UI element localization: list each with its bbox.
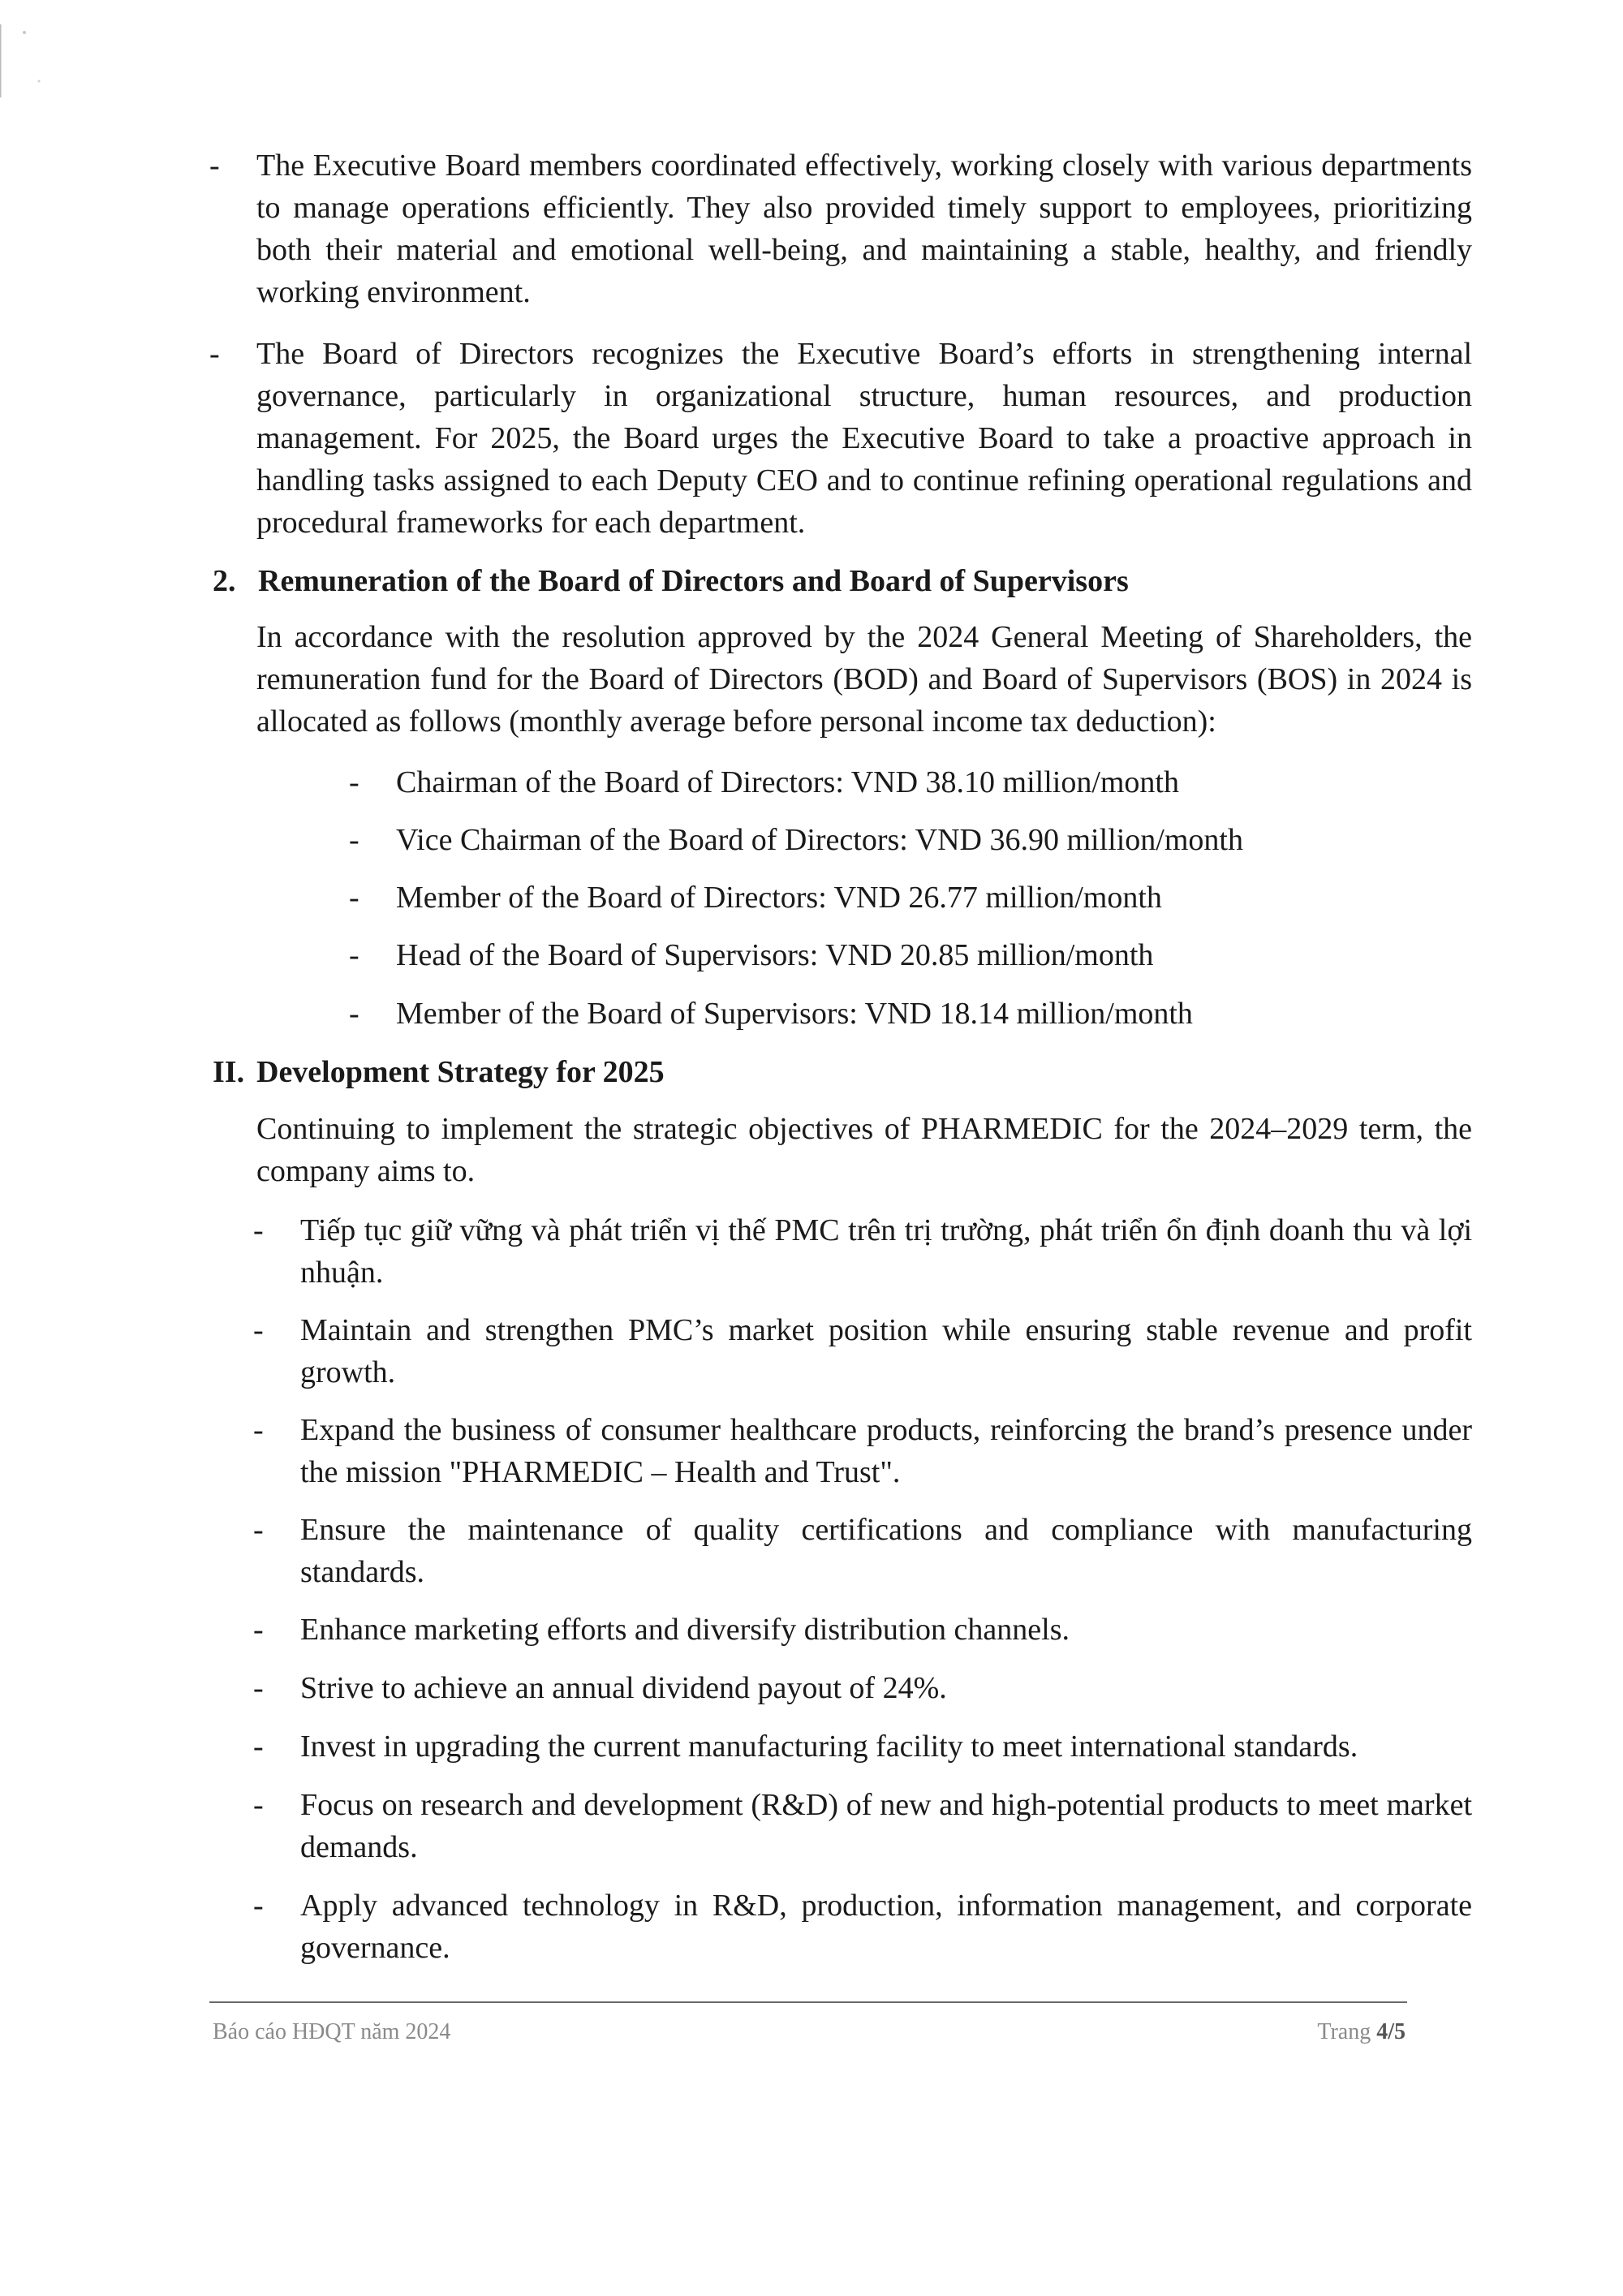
strategy-item: Invest in upgrading the current manufacturing facility to meet international standards. (300, 1730, 1358, 1764)
paragraph: The Executive Board members coordinated effectively, working closely with various departments to manage operations efficiently. They also provided timely support to employees, prioritizing both their material and emotional well-being, and maintaining a stable, healthy, and friendly working environment. (256, 149, 1472, 309)
bullet-dash: - (349, 823, 359, 857)
remuneration-line: Member of the Board of Directors: VND 26.77 million/month (396, 881, 1162, 915)
section-intro: In accordance with the resolution approved by the 2024 General Meeting of Shareholders, the remuneration fund for the Board of Directors (BOD) and Board of Supervisors (BOS) in 2024 is allocated as follows (monthly average before personal income tax deduction): (256, 620, 1472, 739)
strategy-item: Apply advanced technology in R&D, production, information management, and corporate governance. (300, 1889, 1472, 1965)
remuneration-line: Vice Chairman of the Board of Directors: VND 36.90 million/month (396, 823, 1243, 857)
bullet-dash: - (349, 938, 359, 972)
strategy-item: Tiếp tục giữ vững và phát triển vị thế PMC trên trị trường, phát triển ổn định doanh thu và lợi nhuận. (300, 1213, 1472, 1290)
page-label: Trang (1317, 2019, 1377, 2044)
section-intro: Continuing to implement the strategic objectives of PHARMEDIC for the 2024–2029 term, the company aims to. (256, 1112, 1472, 1188)
bullet-dash: - (253, 1730, 264, 1764)
remuneration-line: Member of the Board of Supervisors: VND 18.14 million/month (396, 997, 1193, 1031)
page-count: 4/5 (1376, 2019, 1406, 2044)
page-number (1317, 2018, 1406, 2047)
bullet-dash: - (349, 997, 359, 1031)
strategy-item: Focus on research and development (R&D) of new and high-potential products to meet market demands. (300, 1788, 1472, 1864)
bullet-dash: - (253, 1613, 264, 1647)
bullet-dash: - (253, 1889, 264, 1923)
remuneration-line: Head of the Board of Supervisors: VND 20.85 million/month (396, 938, 1154, 972)
strategy-item: Enhance marketing efforts and diversify distribution channels. (300, 1613, 1070, 1647)
bullet-dash: - (349, 765, 359, 799)
footer-divider (209, 2001, 1407, 2003)
scan-artifact (0, 0, 49, 97)
strategy-item: Maintain and strengthen PMC’s market position while ensuring stable revenue and profit growth. (300, 1313, 1472, 1389)
bullet-dash: - (209, 149, 220, 183)
bullet-dash: - (209, 337, 220, 371)
section-title: Remuneration of the Board of Directors and Board of Supervisors (258, 564, 1129, 598)
bullet-dash: - (253, 1513, 264, 1547)
strategy-item: Strive to achieve an annual dividend payout of 24%. (300, 1671, 947, 1705)
paragraph: The Board of Directors recognizes the Executive Board’s efforts in strengthening internal governance, particularly in organizational structure, human resources, and production management. For 2025, the Board urges the Executive Board to take a proactive approach in handling tasks assigned to each Deputy CEO and to continue refining operational regulations and procedural frameworks for each department. (256, 337, 1472, 540)
strategy-item: Expand the business of consumer healthcare products, reinforcing the brand’s presence under the mission "PHARMEDIC – Health and Trust". (300, 1413, 1472, 1489)
bullet-dash: - (349, 881, 359, 915)
strategy-item: Ensure the maintenance of quality certifications and compliance with manufacturing standards. (300, 1513, 1472, 1589)
bullet-dash: - (253, 1213, 264, 1247)
bullet-dash: - (253, 1788, 264, 1822)
remuneration-line: Chairman of the Board of Directors: VND 38.10 million/month (396, 765, 1179, 799)
section-number: 2. (213, 564, 236, 598)
section-title: Development Strategy for 2025 (256, 1055, 665, 1089)
bullet-dash: - (253, 1413, 264, 1447)
bullet-dash: - (253, 1671, 264, 1705)
bullet-dash: - (253, 1313, 264, 1347)
footer-report-title: Báo cáo HĐQT năm 2024 (213, 2019, 451, 2044)
section-number: II. (213, 1055, 245, 1089)
